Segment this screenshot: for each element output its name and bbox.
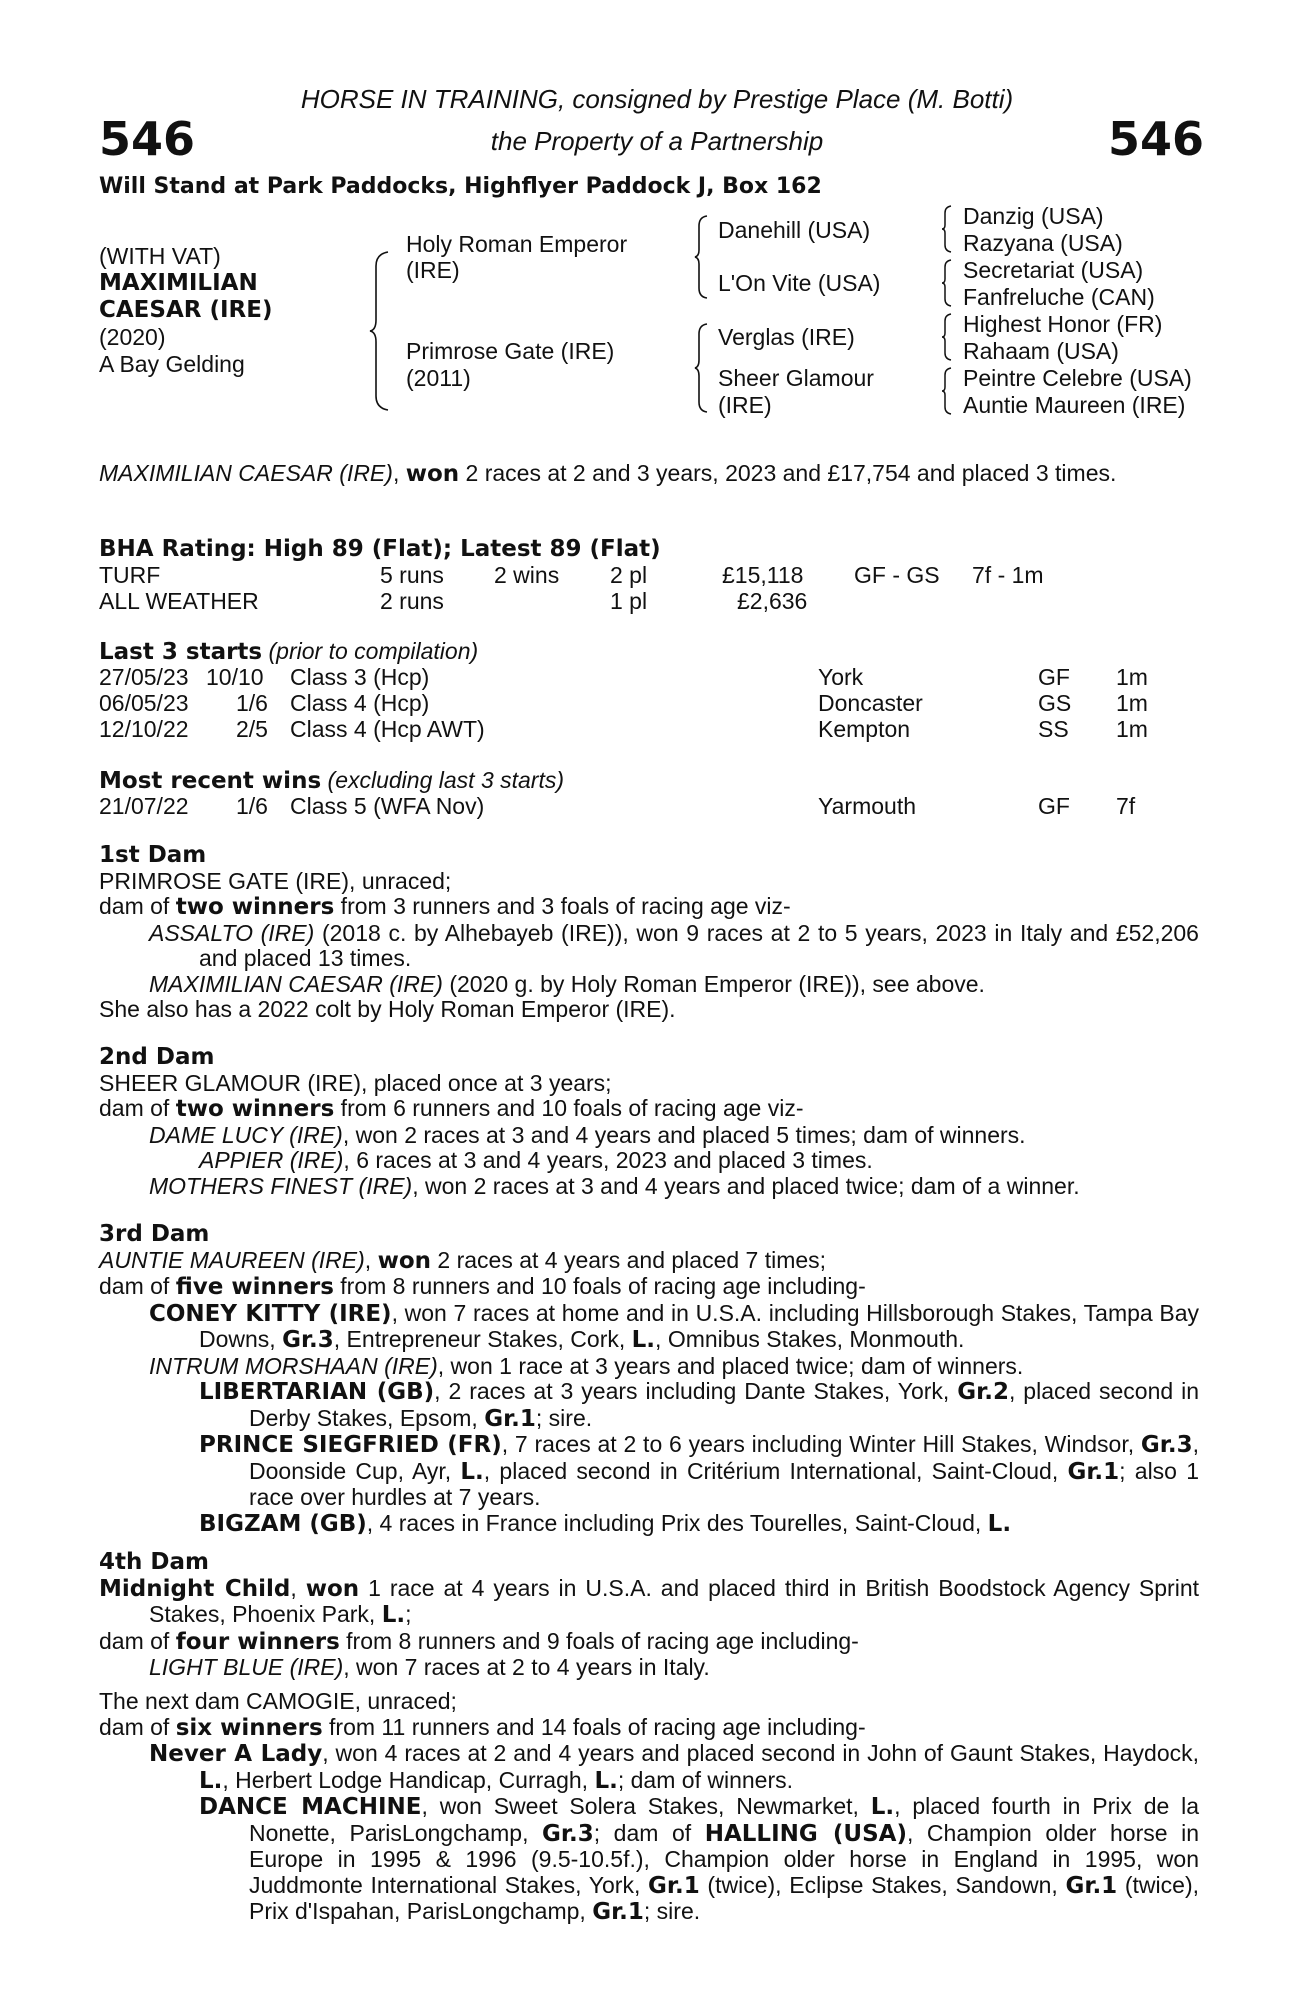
sire-line2: (IRE) [406, 257, 460, 283]
third-dam-section [99, 1222, 1199, 1537]
ancestor-3: Secretariat (USA) [963, 257, 1144, 283]
produce-name: MAXIMILIAN CAESAR (IRE) [149, 970, 443, 997]
horse-name-line2: CAESAR (IRE) [99, 297, 273, 323]
sire-sire: Danehill (USA) [718, 217, 871, 243]
produce-name: LIGHT BLUE (IRE) [149, 1654, 344, 1680]
first-dam-note: She also has a 2022 colt by Holy Roman Emperor (IRE). [99, 996, 676, 1022]
summary-text: 2 races at 2 and 3 years, 2023 and £17,754 and placed 3 times. [459, 460, 1117, 486]
produce-record: , won 2 races at 3 and 4 years and placed 5 times; dam of winners. [342, 1121, 1026, 1148]
rating-turf-surface: TURF [99, 562, 161, 588]
start-course: Kempton [818, 716, 911, 742]
grade: Gr.1 [484, 1405, 536, 1432]
dam-dam-line1: Sheer Glamour [718, 365, 874, 391]
pedigree-brace-sire [693, 214, 711, 300]
next-dam-line: The next dam CAMOGIE, unraced; [99, 1688, 457, 1714]
produce-entry [99, 1301, 1199, 1354]
produce-entry [99, 1432, 1199, 1511]
produce-name: APPIER (IRE) [199, 1147, 344, 1173]
last3-heading [99, 638, 478, 665]
second-dam-title: 2nd Dam [99, 1044, 215, 1070]
text: from 8 runners and 10 foals of racing age including- [333, 1273, 866, 1299]
grade: Gr.1 [1067, 1458, 1120, 1485]
text: ; sire. [643, 1898, 701, 1924]
text: (twice), Eclipse Stakes, Sandown, [699, 1871, 1066, 1898]
text: , placed second in Derby Stakes, Epsom, [249, 1378, 1200, 1431]
rating-turf-placed: 2 pl [610, 562, 648, 588]
start-class: Class 4 (Hcp) [290, 690, 430, 716]
text: from 8 runners and 9 foals of racing age including- [339, 1627, 859, 1654]
text: , won 4 races at 2 and 4 years and placed second in John of Gaunt Stakes, Haydock, [322, 1740, 1199, 1766]
ancestor-1: Danzig (USA) [963, 203, 1104, 229]
dam-dam-line2: (IRE) [718, 392, 772, 418]
text: , 7 races at 2 to 6 years including Winter Hill Stakes, Windsor, [501, 1431, 1141, 1457]
bha-rating-title: BHA Rating: High 89 (Flat); Latest 89 (Flat) [99, 536, 661, 562]
produce-name: LIBERTARIAN (GB) [199, 1379, 435, 1405]
text: 2 races at 4 years and placed 7 times; [431, 1246, 827, 1273]
sire-line1: Holy Roman Emperor [406, 231, 628, 257]
start-date: 27/05/23 [99, 664, 189, 690]
text: , won 7 races at home and in U.S.A. including Hillsborough Stakes, Tampa Bay Downs, [199, 1299, 1199, 1352]
produce-record: , 6 races at 3 and 4 years, 2023 and placed 3 times. [343, 1147, 873, 1173]
produce-name: DAME LUCY (IRE) [149, 1121, 343, 1148]
text: dam of [99, 1627, 176, 1654]
text: dam of [99, 1095, 176, 1121]
win-distance: 7f [1116, 793, 1136, 819]
horse-year: (2020) [99, 324, 166, 350]
text: , won 7 races at 2 to 4 years in Italy. [343, 1654, 710, 1680]
start-distance: 1m [1116, 664, 1148, 690]
listed: L. [631, 1327, 656, 1353]
lot-number-right: 546 [1107, 112, 1204, 166]
start-date: 12/10/22 [99, 716, 189, 742]
produce-entry [99, 1655, 1199, 1681]
start-position: 1/6 [236, 690, 268, 716]
text: ; dam of winners. [617, 1766, 793, 1793]
text: dam of [99, 893, 176, 919]
summary-horse-name: MAXIMILIAN CAESAR (IRE) [99, 460, 393, 486]
text: , 2 races at 3 years including Dante Stakes, York, [434, 1378, 958, 1404]
text: , 4 races in France including Prix des Tourelles, Saint-Cloud, [366, 1509, 988, 1536]
property-line: the Property of a Partnership [490, 126, 824, 156]
ancestor-5: Highest Honor (FR) [963, 311, 1163, 337]
text: ; also 1 race over hurdles at 7 years. [249, 1457, 1199, 1510]
grade: Gr.1 [592, 1899, 644, 1925]
start-distance: 1m [1116, 690, 1148, 716]
pedigree-brace-g1 [940, 204, 954, 254]
won-label: won [377, 1247, 432, 1274]
text: , won 1 race at 3 years and placed twice; dam of winners. [437, 1352, 1024, 1379]
grade: Gr.3 [542, 1820, 594, 1847]
text: , placed second in Critérium International, Saint-Cloud, [483, 1457, 1068, 1484]
produce-entry [99, 1741, 1199, 1794]
listed: L. [594, 1767, 618, 1794]
rating-turf-prize: £15,118 [722, 562, 804, 588]
rating-turf-runs: 5 runs [380, 562, 444, 588]
grade: Gr.1 [648, 1872, 700, 1899]
start-date: 06/05/23 [99, 690, 189, 716]
third-dam-title: 3rd Dam [99, 1221, 210, 1247]
rating-turf-going: GF - GS [854, 562, 940, 588]
text: ; dam of [593, 1819, 705, 1846]
winners-count: six winners [175, 1714, 323, 1741]
rating-aw-runs: 2 runs [380, 588, 444, 614]
first-dam-title: 1st Dam [99, 842, 207, 868]
start-distance: 1m [1116, 716, 1148, 742]
produce-entry [99, 1794, 1199, 1926]
text: , [364, 1246, 378, 1273]
dam-sire: Verglas (IRE) [718, 324, 855, 350]
win-position: 1/6 [236, 793, 268, 819]
pedigree-brace-dam [693, 322, 711, 414]
produce-entry [99, 1148, 1199, 1174]
listed: L. [460, 1458, 484, 1485]
text: (twice), Prix d'Ispahan, ParisLongchamp, [249, 1871, 1199, 1924]
text: , Omnibus Stakes, Monmouth. [655, 1326, 965, 1352]
text: ; [405, 1601, 412, 1627]
ancestor-2: Razyana (USA) [963, 230, 1123, 256]
text: from 3 runners and 3 foals of racing age viz- [334, 893, 791, 919]
produce-entry [99, 1511, 1199, 1538]
race-summary: MAXIMILIAN CAESAR (IRE), won 2 races at 2 and 3 years, 2023 and £17,754 and placed 3 times. [99, 460, 1117, 487]
start-going: GS [1038, 690, 1072, 716]
start-class: Class 3 (Hcp) [290, 664, 430, 690]
winners-count: two winners [175, 1096, 335, 1122]
first-dam-line: PRIMROSE GATE (IRE), unraced; [99, 867, 452, 894]
win-going: GF [1038, 793, 1070, 819]
produce-name: MOTHERS FINEST (IRE) [149, 1172, 413, 1199]
winners-count: five winners [175, 1274, 334, 1300]
fourth-dam-title: 4th Dam [99, 1549, 209, 1575]
produce-name: DANCE MACHINE [199, 1794, 422, 1820]
pedigree-brace-g2 [940, 258, 954, 308]
produce-name: HALLING (USA) [704, 1820, 907, 1847]
dam-name: Midnight Child [99, 1575, 291, 1602]
fourth-dam-section [99, 1550, 1199, 1681]
rating-aw-surface: ALL WEATHER [99, 588, 259, 614]
text: ; sire. [535, 1404, 593, 1431]
produce-entry [99, 1123, 1199, 1149]
dam-name: AUNTIE MAUREEN (IRE) [99, 1246, 365, 1273]
vat-note: (WITH VAT) [99, 243, 221, 269]
recent-wins-title: Most recent wins [99, 768, 322, 794]
grade: Gr.2 [957, 1379, 1009, 1405]
pedigree-brace-g3 [940, 312, 954, 362]
win-date: 21/07/22 [99, 793, 189, 819]
text: , Doonside Cup, Ayr, [249, 1431, 1199, 1484]
produce-name: BIGZAM (GB) [199, 1510, 367, 1537]
horse-name-line1: MAXIMILIAN [99, 270, 258, 296]
rating-turf-distance: 7f - 1m [972, 562, 1044, 588]
dam-line1: Primrose Gate (IRE) [406, 338, 615, 364]
pedigree-brace-g4 [940, 366, 954, 416]
listed: L. [870, 1794, 895, 1820]
produce-name: Never A Lady [149, 1741, 323, 1767]
produce-entry [99, 972, 1199, 998]
rating-turf-wins: 2 wins [494, 562, 560, 588]
second-dam-section [99, 1045, 1199, 1199]
produce-record: , won 2 races at 3 and 4 years and placed twice; dam of a winner. [412, 1172, 1080, 1199]
listed: L. [381, 1602, 406, 1628]
produce-entry [99, 1174, 1199, 1200]
ancestor-4: Fanfreluche (CAN) [963, 284, 1155, 310]
dam-line2: (2011) [406, 365, 471, 391]
ancestor-8: Auntie Maureen (IRE) [963, 392, 1186, 418]
start-class: Class 4 (Hcp AWT) [290, 716, 485, 742]
text: , Entrepreneur Stakes, Cork, [333, 1326, 632, 1352]
win-course: Yarmouth [818, 793, 917, 819]
start-position: 10/10 [206, 664, 264, 690]
text: , [290, 1574, 306, 1601]
produce-name: CONEY KITTY (IRE) [149, 1300, 392, 1327]
text: , won Sweet Solera Stakes, Newmarket, [421, 1793, 871, 1819]
text: dam of [99, 1273, 176, 1299]
won-label: won [305, 1575, 360, 1602]
listed: L. [987, 1510, 1012, 1537]
ancestor-7: Peintre Celebre (USA) [963, 365, 1192, 391]
text: , Herbert Lodge Handicap, Curragh, [222, 1766, 595, 1793]
text: 1 race at 4 years in U.S.A. and placed third in British Boodstock Agency Sprint Stakes, Phoenix Park, [149, 1574, 1200, 1627]
grade: Gr.1 [1065, 1872, 1118, 1899]
recent-wins-heading [99, 767, 564, 794]
produce-name: ASSALTO (IRE) [149, 919, 315, 946]
pedigree-brace-main [368, 250, 394, 412]
lot-number-left: 546 [99, 112, 196, 166]
produce-name: PRINCE SIEGFRIED (FR) [199, 1432, 502, 1458]
grade: Gr.3 [1140, 1432, 1193, 1458]
rating-aw-placed: 1 pl [610, 588, 648, 614]
last3-title: Last 3 starts [99, 639, 263, 665]
start-course: Doncaster [818, 690, 923, 716]
listed: L. [199, 1767, 223, 1794]
produce-entry [99, 1379, 1199, 1432]
winners-count: four winners [175, 1628, 340, 1655]
sire-dam: L'On Vite (USA) [718, 270, 881, 296]
winners-count: two winners [175, 894, 335, 920]
text: dam of [99, 1713, 176, 1740]
produce-name: INTRUM MORSHAAN (IRE) [149, 1352, 438, 1379]
consignor-line: HORSE IN TRAINING, consigned by Prestige Place (M. Botti) [300, 84, 1014, 114]
text: from 11 runners and 14 foals of racing age including- [322, 1713, 866, 1740]
horse-description: A Bay Gelding [99, 351, 245, 377]
grade: Gr.3 [282, 1327, 334, 1353]
summary-won: won [405, 461, 460, 487]
produce-entry [99, 1354, 1199, 1380]
start-going: GF [1038, 664, 1070, 690]
last3-note: (prior to compilation) [268, 638, 479, 664]
ancestor-6: Rahaam (USA) [963, 338, 1119, 364]
start-position: 2/5 [236, 716, 268, 742]
rating-aw-prize: £2,636 [737, 588, 808, 614]
text: from 6 runners and 10 foals of racing age viz- [334, 1095, 804, 1121]
text: , Champion older horse in Europe in 1995 & 1996 (9.5-10.5f.), Champion older horse in England in 1995, won Juddmonte International Stakes, York, [249, 1819, 1199, 1898]
produce-record: (2018 c. by Alhebayeb (IRE)), won 9 races at 2 to 5 years, 2023 in Italy and £52,206 and placed 13 times. [199, 919, 1199, 971]
start-course: York [818, 664, 864, 690]
stand-location: Will Stand at Park Paddocks, Highflyer Paddock J, Box 162 [99, 174, 822, 199]
win-class: Class 5 (WFA Nov) [290, 793, 485, 819]
second-dam-line: SHEER GLAMOUR (IRE), placed once at 3 years; [99, 1069, 612, 1096]
produce-record: (2020 g. by Holy Roman Emperor (IRE)), see above. [442, 970, 985, 997]
text: , placed fourth in Prix de la Nonette, ParisLongchamp, [249, 1793, 1199, 1846]
recent-wins-note: (excluding last 3 starts) [327, 767, 565, 793]
next-dam-section [99, 1689, 1199, 1926]
produce-entry [99, 921, 1199, 972]
first-dam-section [99, 843, 1199, 1023]
start-going: SS [1038, 716, 1069, 742]
